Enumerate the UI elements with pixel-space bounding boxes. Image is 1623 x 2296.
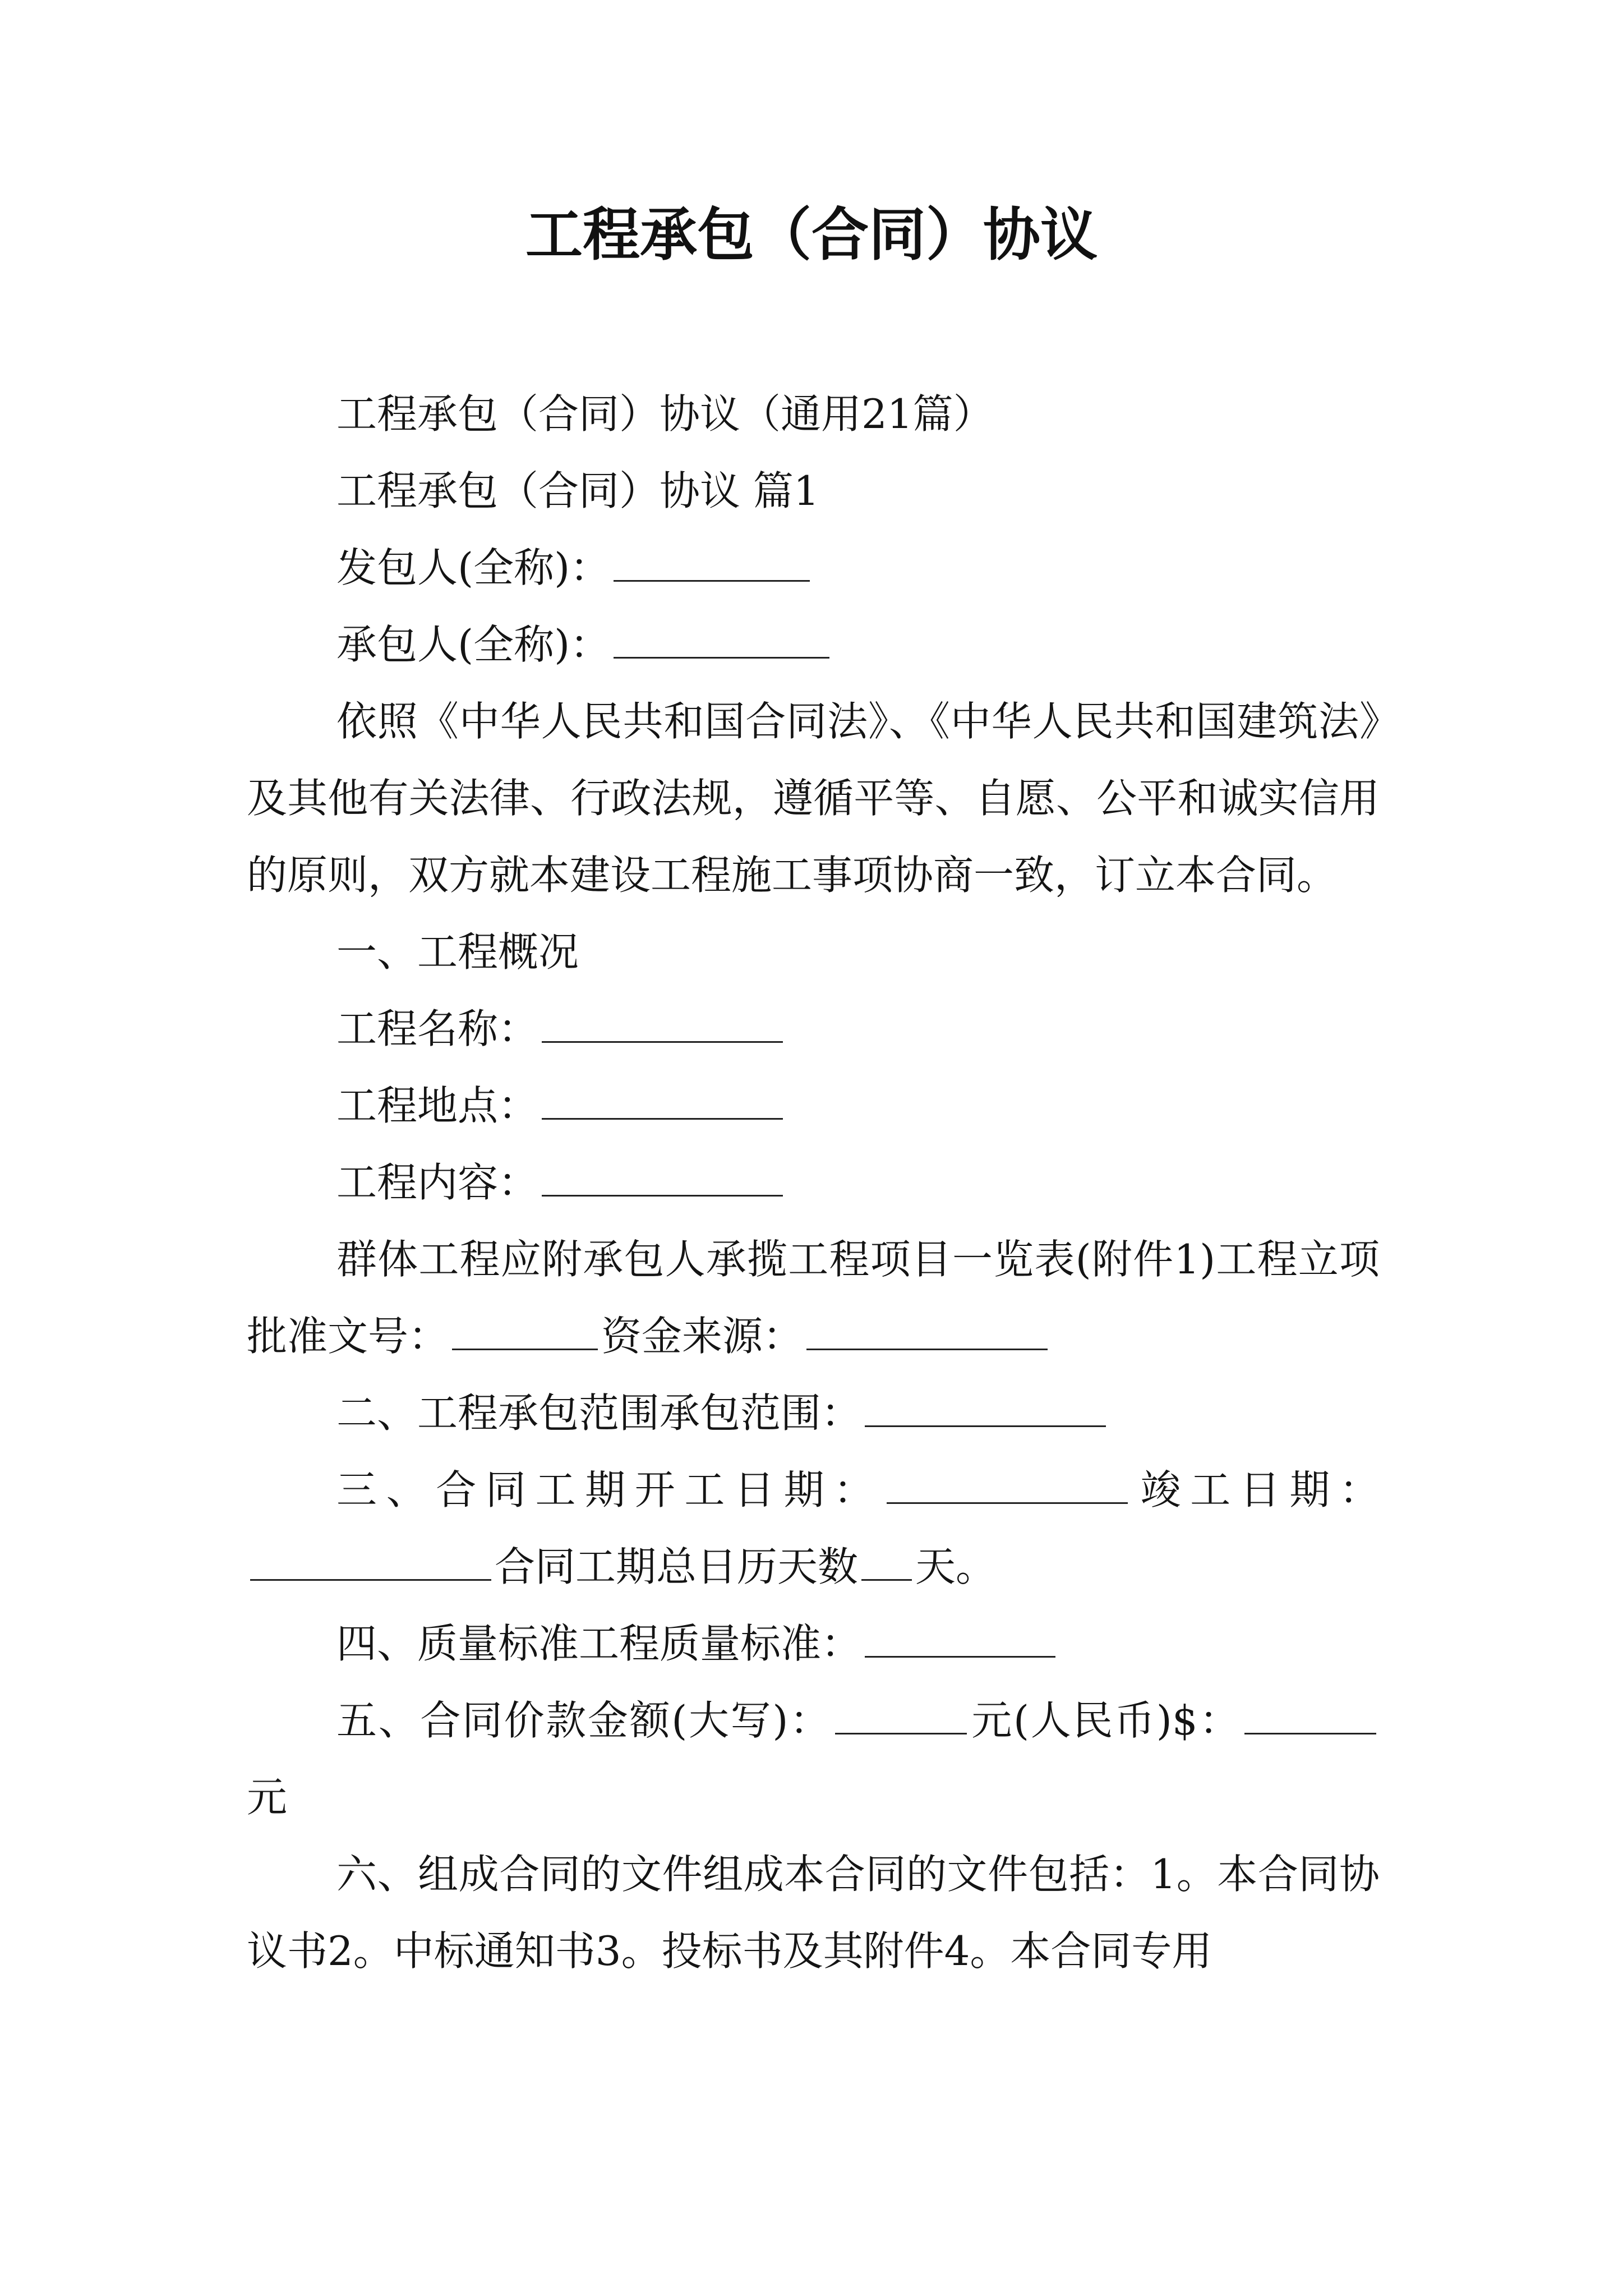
funding-source-label: 资金来源： <box>601 1313 804 1360</box>
period-paragraph <box>247 1452 1380 1605</box>
project-name-blank <box>542 991 783 1043</box>
project-location-blank <box>542 1068 783 1120</box>
scope-line <box>247 1375 1380 1452</box>
approval-number-blank <box>452 1298 598 1350</box>
funding-source-blank <box>806 1298 1048 1350</box>
document-title: 工程承包（合同）协议 <box>525 202 1098 269</box>
intro-paragraph: 依照《中华人民共和国合同法》、《中华人民共和国建筑法》及其他有关法律、行政法规，遵循平等、自愿、公平和诚实信用的原则，双方就本建设工程施工事项协商一致，订立本合同。 <box>247 698 1380 899</box>
total-days-blank <box>861 1529 912 1581</box>
employer-blank <box>614 530 810 582</box>
price-uppercase-blank <box>835 1682 967 1734</box>
project-content-label: 工程内容： <box>336 1159 539 1206</box>
period-total-label: 合同工期总日历天数 <box>495 1543 859 1590</box>
overview-heading: 一、工程概况 <box>336 928 579 976</box>
price-number-blank <box>1244 1682 1376 1734</box>
contractor-label: 承包人(全称)： <box>336 621 611 668</box>
project-content-blank <box>542 1144 783 1197</box>
period-days-unit: 天。 <box>915 1543 997 1590</box>
project-location-label: 工程地点： <box>336 1082 539 1129</box>
price-label: 五、合同价款金额(大写)： <box>336 1697 832 1744</box>
employer-label: 发包人(全称)： <box>336 544 611 591</box>
price-paragraph <box>247 1682 1380 1836</box>
group-project-paragraph <box>247 1221 1380 1375</box>
quality-blank <box>865 1605 1055 1658</box>
documents-paragraph: 六、组成合同的文件组成本合同的文件包括：1。本合同协议书2。中标通知书3。投标书及其附件4。本合同专用 <box>247 1851 1380 1975</box>
group-project-text: 群体工程应附承包人承揽工程项目一览表(附件1)工程立项批准文号： <box>247 1236 1380 1360</box>
quality-line <box>247 1605 1380 1682</box>
contractor-line <box>247 606 1380 683</box>
employer-line <box>247 530 1380 606</box>
end-date-blank <box>250 1529 491 1581</box>
document-body <box>247 376 1380 1990</box>
scope-blank <box>865 1375 1106 1427</box>
project-name-line <box>247 991 1380 1068</box>
price-unit: 元 <box>247 1774 288 1821</box>
start-date-blank <box>887 1452 1128 1504</box>
project-content-line <box>247 1144 1380 1221</box>
period-start-label: 三、合同工期开工日期： <box>336 1466 883 1513</box>
project-location-line <box>247 1068 1380 1144</box>
section-heading: 工程承包（合同）协议 篇1 <box>336 467 819 514</box>
contractor-blank <box>614 606 829 659</box>
project-name-label: 工程名称： <box>336 1005 539 1052</box>
price-rmb-label: 元(人民币)$： <box>970 1697 1241 1744</box>
period-end-label: 竣工日期： <box>1131 1466 1380 1513</box>
subtitle-paragraph: 工程承包（合同）协议（通用21篇） <box>336 390 994 438</box>
scope-label: 二、工程承包范围承包范围： <box>336 1389 862 1437</box>
quality-label: 四、质量标准工程质量标准： <box>336 1620 862 1667</box>
